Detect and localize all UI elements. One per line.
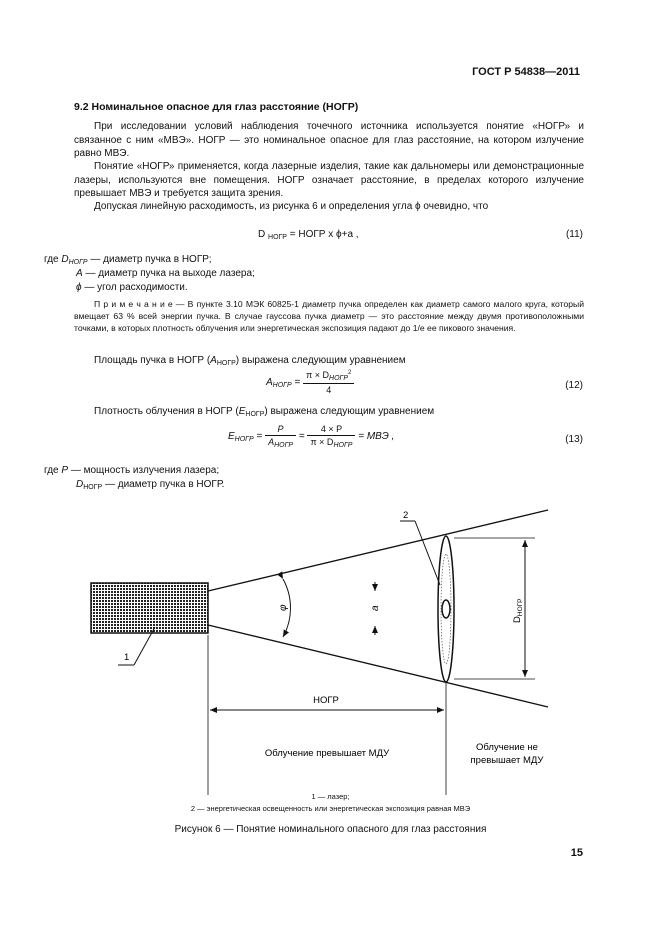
note-text: — В пункте 3.10 МЭК 60825-1 диаметр пучка определен как диаметр самого малого круга, который вмещает 63 % всей энергии пучка. В случае гауссова пучка диаметр — это расстояние между двумя противоположными точками, в которых плотность облучения или энергетическая экспозиция падают до 1/e ее пикового значения. <box>74 299 585 333</box>
callout-2-leader <box>415 521 440 585</box>
eq12-numerator: π × D <box>306 370 330 380</box>
p4-sub: НОГР <box>216 360 236 367</box>
equation-13-number: (13) <box>565 434 583 445</box>
eq12-equals: = <box>294 377 301 389</box>
nogr-label: НОГР <box>313 695 339 706</box>
eq13-equals-1: = <box>256 431 263 443</box>
eq13-fraction-2 <box>307 424 355 449</box>
beam-lower-edge <box>208 625 548 707</box>
p5-pre: Плотность облучения в НОГР ( <box>94 406 239 417</box>
note-label: П р и м е ч а н и е <box>94 299 173 309</box>
a-label: a <box>370 605 381 611</box>
eq13-fraction-1 <box>265 424 296 449</box>
page-number: 15 <box>570 847 583 859</box>
eq11-lhs-sub: НОГР <box>268 234 287 241</box>
definition-text: — мощность излучения лазера; <box>68 465 220 476</box>
eq13-f2-denominator: π × D <box>310 437 334 447</box>
eq13-lhs-sub: НОГР <box>234 436 254 444</box>
symbol-d: D <box>61 254 69 265</box>
eq11-lhs: D <box>258 229 266 240</box>
eq12-lhs: A <box>266 377 273 389</box>
region-not-exceeds-line-1: Облучение не <box>476 742 538 753</box>
eq11-rhs: = НОГР x ϕ+a , <box>289 229 359 240</box>
equation-11 <box>258 229 359 241</box>
equation-13 <box>228 424 394 449</box>
p4-symbol: A <box>210 355 217 366</box>
eq13-lhs: E <box>228 431 235 443</box>
where-list-2-row-2 <box>76 478 224 495</box>
region-exceeds-label: Облучение превышает МДУ <box>264 748 390 759</box>
eq13-equals-2: = <box>298 431 305 443</box>
figure-caption: Рисунок 6 — Понятие номинального опасного для глаз расстояния <box>174 824 487 835</box>
paragraph-3: Допуская линейную расходимость, из рисунка 6 и определения угла ϕ очевидно, что <box>94 201 489 212</box>
section-title: 9.2 Номинальное опасное для глаз расстояние (НОГР) <box>74 101 359 113</box>
definition-text: — диаметр пучка в НОГР. <box>102 479 225 490</box>
symbol-a: A <box>76 268 83 279</box>
phi-label: φ <box>278 604 289 611</box>
equation-12-number: (12) <box>565 380 583 391</box>
eq13-tail: = МВЭ , <box>358 431 395 443</box>
definition-text: — угол расходимости. <box>81 282 188 293</box>
where-list-2-row-1 <box>44 464 219 478</box>
eq12-num-sub: НОГР <box>329 375 349 382</box>
eq12-denominator: 4 <box>326 385 332 395</box>
eq13-f2-numerator: 4 × P <box>307 424 355 436</box>
note-block <box>74 298 584 334</box>
region-not-exceeds-line-2: превышает МДУ <box>470 755 544 766</box>
where-lead: где <box>44 465 59 476</box>
symbol-sub: НОГР <box>68 259 88 266</box>
where-list-1-row-2 <box>76 267 255 281</box>
symbol-d: D <box>76 479 84 490</box>
symbol-p: P <box>61 465 69 476</box>
eq13-f2-den-sub: НОГР <box>333 442 353 449</box>
figure-legend-2: 2 — энергетическая освещенность или энергетическая экспозиция равная МВЭ <box>190 804 471 813</box>
disk-center <box>442 600 450 618</box>
beam-upper-edge <box>208 510 548 591</box>
figure-legend-1: 1 — лазер; <box>311 792 350 801</box>
eq13-f1-denominator: A <box>268 437 275 447</box>
equation-12 <box>266 370 354 395</box>
figure-6-diagram <box>0 495 661 795</box>
p5-symbol: E <box>238 406 246 417</box>
paragraph-1: При исследовании условий наблюдения точечного источника используется понятие «НОГР» и связанное с ним «МВЭ». НОГР — это номинальное опасное для глаз расстояние, на котором излучение равно МВЭ. <box>74 121 584 159</box>
paragraph-2: Понятие «НОГР» применяется, когда лазерные изделия, такие как дальномеры или демонстрационные лазеры, используются вне помещения. НОГР означает расстояние, в пределах которого излучение превышает МВЭ и требуется защита зрения. <box>74 161 584 199</box>
eq13-f1-den-sub: НОГР <box>274 442 294 449</box>
paragraph-4 <box>94 354 406 371</box>
p5-post: ) выражена следующим уравнением <box>264 406 435 417</box>
symbol-phi: ϕ <box>76 282 82 293</box>
d-nogr-label: $D_{НОГР}$ <box>512 598 524 623</box>
paragraph-5 <box>94 405 434 422</box>
definition-text: — диаметр пучка в НОГР; <box>87 254 212 265</box>
callout-1-label: 1 <box>124 652 130 663</box>
p4-post: ) выражена следующим уравнением <box>235 355 406 366</box>
eq12-fraction <box>303 370 354 395</box>
eq12-num-sup: 2 <box>348 370 352 376</box>
p4-pre: Площадь пучка в НОГР ( <box>94 355 211 366</box>
callout-2-label: 2 <box>403 510 409 521</box>
standard-header: ГОСТ Р 54838—2011 <box>472 66 580 78</box>
where-list-1-row-3 <box>76 281 188 295</box>
eq12-lhs-sub: НОГР <box>272 382 292 390</box>
eq13-f1-numerator: P <box>265 424 296 436</box>
p5-sub: НОГР <box>245 411 265 418</box>
definition-text: — диаметр пучка на выходе лазера; <box>82 268 255 279</box>
symbol-sub: НОГР <box>83 484 103 491</box>
laser-body <box>91 583 208 633</box>
equation-11-number: (11) <box>565 229 583 240</box>
where-lead: где <box>44 254 59 265</box>
